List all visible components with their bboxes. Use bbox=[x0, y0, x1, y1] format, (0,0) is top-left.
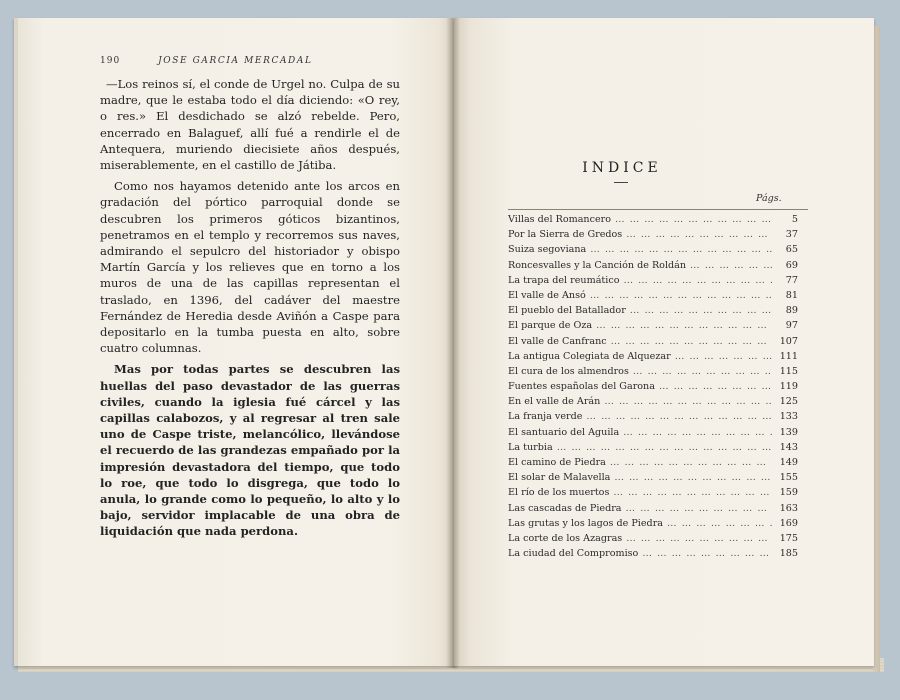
paragraph: —Los reinos sí, el conde de Urgel no. Culpa de su madre, que le estaba todo el día diciendo: «O rey, o res.» El desdichado se alzó rebelde. Pero, encerrado en Balaguef, allí fué a rendirle el de Antequera, muriendo diecisiete años después, miserablemente, en el castillo de Játiba. bbox=[100, 77, 400, 173]
toc-entry bbox=[508, 427, 798, 442]
toc-entry bbox=[508, 229, 798, 244]
toc-entry bbox=[508, 351, 798, 366]
toc-entry-page: 175 bbox=[779, 532, 798, 544]
toc-entry bbox=[508, 320, 798, 335]
toc-entry bbox=[508, 442, 798, 457]
toc-entry bbox=[508, 548, 798, 563]
table-of-contents bbox=[508, 214, 798, 563]
toc-entry bbox=[508, 487, 798, 502]
toc-entry-title: En el valle de Arán bbox=[508, 396, 601, 408]
toc-entry-title: El parque de Oza bbox=[508, 320, 593, 332]
toc-entry-title: El cura de los almendros bbox=[508, 365, 629, 377]
toc-leader-dots bbox=[623, 427, 772, 438]
toc-leader-dots bbox=[633, 366, 772, 377]
title-ornament bbox=[614, 182, 628, 183]
toc-entry-title: La turbia bbox=[508, 441, 553, 453]
toc-entry bbox=[508, 260, 798, 275]
toc-entry-page: 111 bbox=[779, 350, 798, 362]
toc-leader-dots bbox=[623, 275, 772, 286]
toc-entry-title: El camino de Piedra bbox=[508, 457, 606, 468]
pages-rule bbox=[508, 209, 808, 210]
toc-entry-page: 185 bbox=[779, 548, 798, 560]
running-head-author: JOSE GARCIA MERCADAL bbox=[158, 56, 313, 66]
paragraph: Como nos hayamos detenido ante los arcos en gradación del pórtico parroquial donde se descubren los primeros góticos bizantinos, penetramos en el templo y recorremos sus naves, admirando el sepulcro del historiador y obispo Martín García y los relieves que en torno a los muros de una de las capillas representan el traslado, en 1396, del cadáver del maestre Fernández de Heredia desde Aviñón a Caspe para depositarlo en la tumba puesta en alto, sobre cuatro columnas. bbox=[100, 179, 400, 356]
toc-entry-title: El valle de Canfranc bbox=[508, 335, 607, 347]
toc-entry bbox=[508, 275, 798, 290]
toc-entry bbox=[508, 244, 798, 259]
body-text bbox=[100, 76, 400, 545]
toc-entry bbox=[508, 472, 798, 487]
toc-entry-page: 81 bbox=[785, 289, 798, 301]
page-number: 190 bbox=[100, 56, 121, 66]
toc-entry bbox=[508, 411, 798, 426]
toc-entry-page: 159 bbox=[779, 487, 798, 499]
book-gutter bbox=[446, 18, 460, 668]
toc-leader-dots bbox=[630, 305, 772, 316]
toc-entry-title: El solar de Malavella bbox=[508, 472, 611, 484]
toc-leader-dots bbox=[604, 396, 772, 407]
toc-entry-page: 143 bbox=[779, 441, 798, 453]
toc-entry bbox=[508, 305, 798, 320]
toc-entry-page: 97 bbox=[785, 320, 798, 332]
toc-entry bbox=[508, 457, 798, 472]
toc-entry bbox=[508, 518, 798, 533]
toc-entry-page: 149 bbox=[779, 457, 798, 468]
toc-entry-title: El río de los muertos bbox=[508, 487, 610, 499]
toc-entry-title: Suiza segoviana bbox=[508, 244, 587, 256]
toc-leader-dots bbox=[613, 487, 772, 498]
toc-entry-page: 163 bbox=[779, 502, 798, 514]
toc-leader-dots bbox=[626, 229, 772, 240]
toc-leader-dots bbox=[586, 411, 772, 422]
toc-entry bbox=[508, 533, 798, 548]
toc-leader-dots bbox=[626, 503, 772, 514]
toc-leader-dots bbox=[690, 260, 772, 271]
toc-entry bbox=[508, 366, 798, 381]
toc-entry-page: 133 bbox=[779, 411, 798, 423]
toc-entry-page: 169 bbox=[779, 517, 798, 529]
toc-entry-title: Fuentes españolas del Garona bbox=[508, 381, 655, 393]
toc-entry bbox=[508, 336, 798, 351]
toc-leader-dots bbox=[596, 320, 772, 331]
toc-entry-page: 107 bbox=[779, 335, 798, 347]
toc-entry-page: 139 bbox=[779, 426, 798, 438]
toc-entry-title: Villas del Romancero bbox=[508, 214, 612, 225]
toc-entry-page: 115 bbox=[779, 365, 798, 377]
toc-entry bbox=[508, 396, 798, 411]
toc-entry-title: El santuario del Aguila bbox=[508, 426, 620, 438]
toc-entry-page: 119 bbox=[779, 381, 798, 393]
toc-entry-title: Por la Sierra de Gredos bbox=[508, 229, 623, 241]
paragraph: Mas por todas partes se descubren las huellas del paso devastador de las guerras civiles, cuando la iglesia fué cárcel y las capillas calabozos, y al regresar al tren sale uno de Caspe triste, melancólico, llevándose el recuerdo de las grandezas empañado por la impresión devastadora del tiempo, que todo lo roe, que todo lo disgrega, que todo lo anula, lo grande como lo pequeño, lo alto y lo bajo, servidor implacable de una obra de liquidación que nada perdona. bbox=[100, 362, 400, 539]
toc-entry-page: 37 bbox=[785, 229, 798, 241]
toc-leader-dots bbox=[659, 381, 772, 392]
toc-leader-dots bbox=[675, 351, 772, 362]
toc-entry-title: La antigua Colegiata de Alquezar bbox=[508, 350, 671, 362]
toc-leader-dots bbox=[590, 290, 772, 301]
toc-leader-dots bbox=[615, 214, 772, 225]
toc-entry-page: 65 bbox=[785, 244, 798, 256]
toc-leader-dots bbox=[611, 336, 772, 347]
toc-leader-dots bbox=[610, 457, 772, 468]
toc-entry-title: Roncesvalles y la Canción de Roldán bbox=[508, 259, 687, 271]
toc-entry-title: La trapa del reumático bbox=[508, 274, 620, 286]
toc-entry-page: 89 bbox=[785, 305, 798, 317]
pages-column-label: Págs. bbox=[756, 193, 782, 204]
toc-entry-title: La ciudad del Compromiso bbox=[508, 548, 639, 560]
toc-leader-dots bbox=[667, 518, 772, 529]
toc-leader-dots bbox=[614, 472, 772, 483]
toc-entry-title: El pueblo del Batallador bbox=[508, 305, 626, 317]
toc-entry-title: La franja verde bbox=[508, 411, 583, 423]
running-head bbox=[100, 56, 400, 66]
toc-leader-dots bbox=[557, 442, 772, 453]
toc-leader-dots bbox=[626, 533, 772, 544]
toc-entry bbox=[508, 214, 798, 229]
toc-entry bbox=[508, 503, 798, 518]
toc-entry-page: 69 bbox=[785, 259, 798, 271]
toc-entry-title: El valle de Ansó bbox=[508, 289, 586, 301]
toc-entry-title: La corte de los Azagras bbox=[508, 532, 623, 544]
toc-leader-dots bbox=[590, 244, 772, 255]
index-title: INDICE bbox=[582, 160, 662, 176]
toc-entry-page: 5 bbox=[791, 214, 798, 225]
toc-entry-title: Las cascadas de Piedra bbox=[508, 502, 622, 514]
toc-leader-dots bbox=[642, 548, 772, 559]
toc-entry bbox=[508, 290, 798, 305]
toc-entry-page: 77 bbox=[785, 274, 798, 286]
toc-entry-title: Las grutas y los lagos de Piedra bbox=[508, 517, 663, 529]
toc-entry bbox=[508, 381, 798, 396]
toc-entry-page: 125 bbox=[779, 396, 798, 408]
toc-entry-page: 155 bbox=[779, 472, 798, 484]
